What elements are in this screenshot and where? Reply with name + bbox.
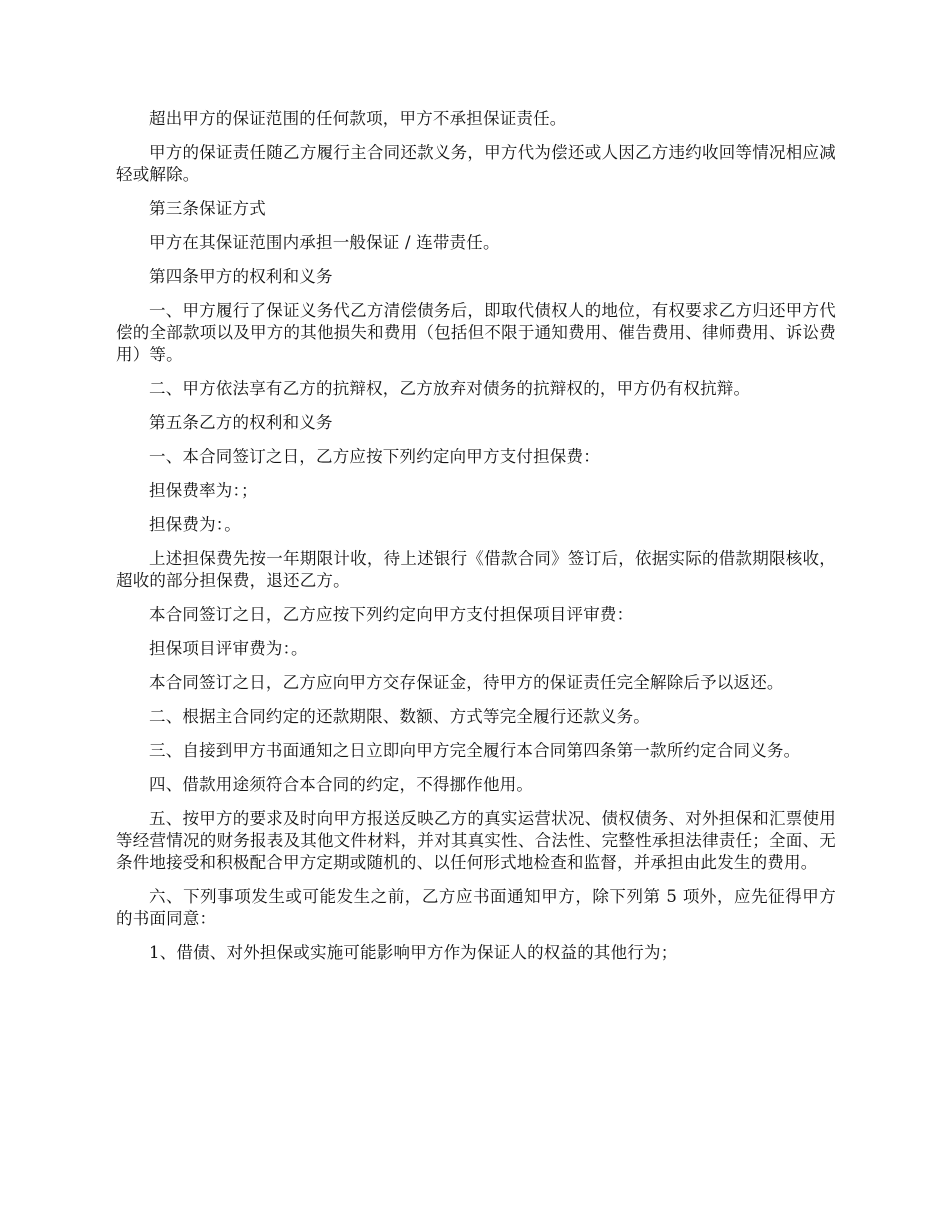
article-4-heading: 第四条甲方的权利和义务 — [149, 267, 333, 286]
paragraph-party-a-right-1: 一、甲方履行了保证义务代乙方清偿债务后，即取代债权人的地位，有权要求乙方归还甲方代偿的全部款项以及甲方的其他损失和费用（包括但不限于通知费用、催告费用、律师费用、诉讼费用）等。 — [116, 301, 836, 364]
paragraph-party-b-duty-4: 四、借款用途须符合本合同的约定，不得挪作他用。 — [149, 775, 534, 794]
paragraph-party-b-duty-3: 三、自接到甲方书面通知之日立即向甲方完全履行本合同第四条第一款所约定合同义务。 — [149, 741, 801, 760]
paragraph-guarantee-type: 甲方在其保证范围内承担一般保证 / 连带责任。 — [149, 233, 500, 252]
paragraph-review-fee: 担保项目评审费为：。 — [149, 639, 308, 658]
paragraph-guarantee-fee: 担保费为：。 — [149, 515, 241, 534]
paragraph-party-a-right-2: 二、甲方依法享有乙方的抗辩权，乙方放弃对债务的抗辩权的，甲方仍有权抗辩。 — [149, 379, 751, 398]
paragraph-fee-collection: 上述担保费先按一年期限计收，待上述银行《借款合同》签订后，依据实际的借款期限核收，超收的部分担保费，退还乙方。 — [116, 549, 836, 590]
paragraph-deposit: 本合同签订之日，乙方应向甲方交存保证金，待甲方的保证责任完全解除后予以返还。 — [149, 673, 784, 692]
paragraph-party-b-duty-2: 二、根据主合同约定的还款期限、数额、方式等完全履行还款义务。 — [149, 707, 650, 726]
paragraph-guarantee-reduction: 甲方的保证责任随乙方履行主合同还款义务，甲方代为偿还或人因乙方违约收回等情况相应减轻或解除。 — [116, 143, 836, 184]
document-body — [116, 108, 836, 976]
paragraph-party-b-duty-6: 六、下列事项发生或可能发生之前，乙方应书面通知甲方，除下列第 5 项外，应先征得甲方的书面同意： — [116, 887, 836, 928]
paragraph-item-1: 1、借债、对外担保或实施可能影响甲方作为保证人的权益的其他行为； — [149, 943, 678, 962]
paragraph-party-b-duty-5: 五、按甲方的要求及时向甲方报送反映乙方的真实运营状况、债权债务、对外担保和汇票使用等经营情况的财务报表及其他文件材料，并对其真实性、合法性、完整性承担法律责任；全面、无条件地接受和积极配合甲方定期或随机的、以任何形式地检查和监督，并承担由此发生的费用。 — [116, 809, 836, 872]
paragraph-guarantee-fee-rate: 担保费率为：； — [149, 481, 258, 500]
paragraph-party-b-duty-1: 一、本合同签订之日，乙方应按下列约定向甲方支付担保费： — [149, 447, 600, 466]
article-5-heading: 第五条乙方的权利和义务 — [149, 413, 333, 432]
article-3-heading: 第三条保证方式 — [149, 199, 266, 218]
paragraph-review-fee-payment: 本合同签订之日，乙方应按下列约定向甲方支付担保项目评审费： — [149, 605, 634, 624]
paragraph-guarantee-scope-limit: 超出甲方的保证范围的任何款项，甲方不承担保证责任。 — [149, 109, 567, 128]
